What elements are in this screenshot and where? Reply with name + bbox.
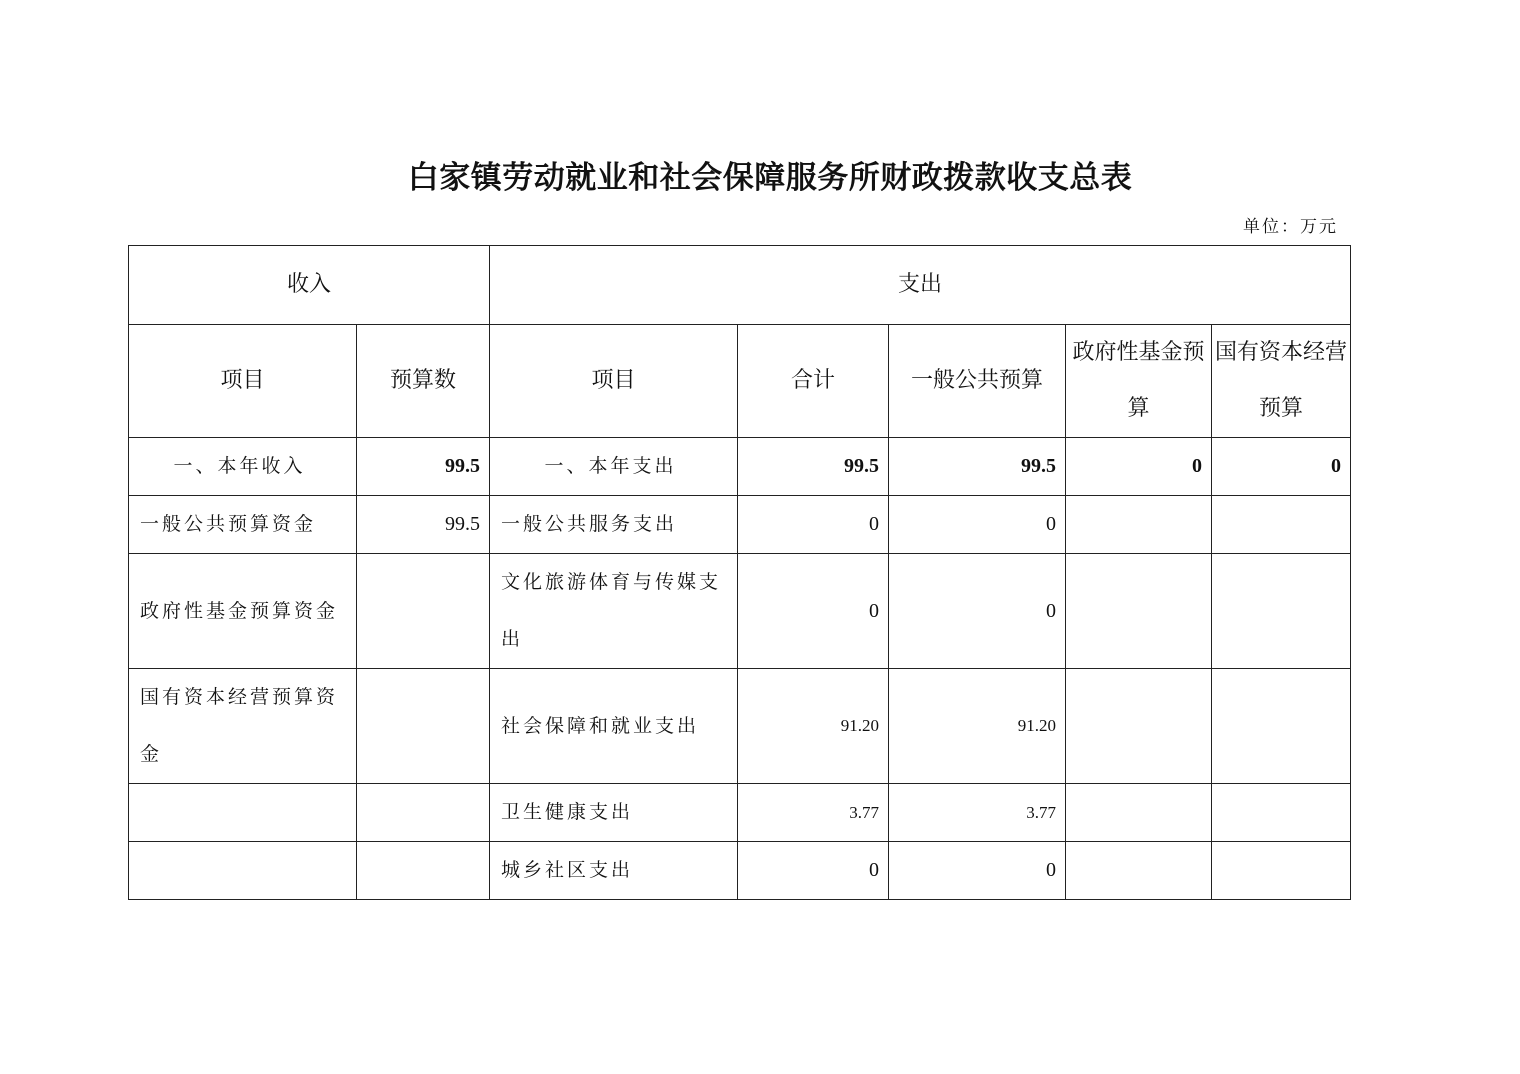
- table-row: [129, 784, 1351, 842]
- total-cell: 0: [738, 496, 889, 554]
- general-budget-cell: 0: [889, 554, 1066, 669]
- expense-item-cell: 一般公共服务支出: [490, 496, 738, 554]
- table-row: [129, 842, 1351, 900]
- table-row: [129, 496, 1351, 554]
- gov-fund-cell: [1066, 554, 1212, 669]
- gov-fund-cell: 0: [1066, 438, 1212, 496]
- general-budget-cell: 0: [889, 842, 1066, 900]
- state-capital-cell: [1212, 669, 1351, 784]
- expense-group-header: 支出: [490, 246, 1351, 325]
- general-budget-cell: 0: [889, 496, 1066, 554]
- general-budget-cell: 91.20: [889, 669, 1066, 784]
- page-title: 白家镇劳动就业和社会保障服务所财政拨款收支总表: [407, 160, 1133, 196]
- table-row: [129, 669, 1351, 784]
- table-row: [129, 554, 1351, 669]
- state-capital-cell: [1212, 554, 1351, 669]
- gov-fund-cell: [1066, 842, 1212, 900]
- expense-item-cell: 城乡社区支出: [490, 842, 738, 900]
- expense-item-cell: 卫生健康支出: [490, 784, 738, 842]
- income-value-cell: [357, 842, 490, 900]
- expense-item-cell: 社会保障和就业支出: [490, 669, 738, 784]
- state-capital-cell: 0: [1212, 438, 1351, 496]
- income-item-cell: 一般公共预算资金: [129, 496, 357, 554]
- income-value-cell: 99.5: [357, 496, 490, 554]
- expense-item-cell: 文化旅游体育与传媒支出: [490, 554, 738, 669]
- state-capital-cell: [1212, 496, 1351, 554]
- income-budget-header: 预算数: [357, 325, 490, 438]
- total-header: 合计: [738, 325, 889, 438]
- income-item-cell: [129, 842, 357, 900]
- income-value-cell: 99.5: [357, 438, 490, 496]
- total-cell: 99.5: [738, 438, 889, 496]
- state-capital-budget-header: 国有资本经营预算: [1212, 325, 1351, 438]
- total-cell: 3.77: [738, 784, 889, 842]
- general-budget-cell: 3.77: [889, 784, 1066, 842]
- income-item-cell: 一、本年收入: [129, 438, 357, 496]
- unit-label: 单位：万元: [1243, 217, 1338, 237]
- state-capital-cell: [1212, 842, 1351, 900]
- total-cell: 0: [738, 554, 889, 669]
- gov-fund-cell: [1066, 496, 1212, 554]
- group-header-row: [129, 246, 1351, 325]
- income-value-cell: [357, 784, 490, 842]
- expense-item-cell: 一、本年支出: [490, 438, 738, 496]
- state-capital-cell: [1212, 784, 1351, 842]
- general-budget-header: 一般公共预算: [889, 325, 1066, 438]
- total-cell: 91.20: [738, 669, 889, 784]
- income-value-cell: [357, 554, 490, 669]
- total-cell: 0: [738, 842, 889, 900]
- income-group-header: 收入: [129, 246, 490, 325]
- column-header-row: [129, 325, 1351, 438]
- income-value-cell: [357, 669, 490, 784]
- general-budget-cell: 99.5: [889, 438, 1066, 496]
- income-item-cell: 国有资本经营预算资金: [129, 669, 357, 784]
- gov-fund-budget-header: 政府性基金预算: [1066, 325, 1212, 438]
- expense-item-header: 项目: [490, 325, 738, 438]
- gov-fund-cell: [1066, 784, 1212, 842]
- table-row: [129, 438, 1351, 496]
- fiscal-summary-table: [128, 245, 1351, 900]
- gov-fund-cell: [1066, 669, 1212, 784]
- income-item-header: 项目: [129, 325, 357, 438]
- income-item-cell: [129, 784, 357, 842]
- income-item-cell: 政府性基金预算资金: [129, 554, 357, 669]
